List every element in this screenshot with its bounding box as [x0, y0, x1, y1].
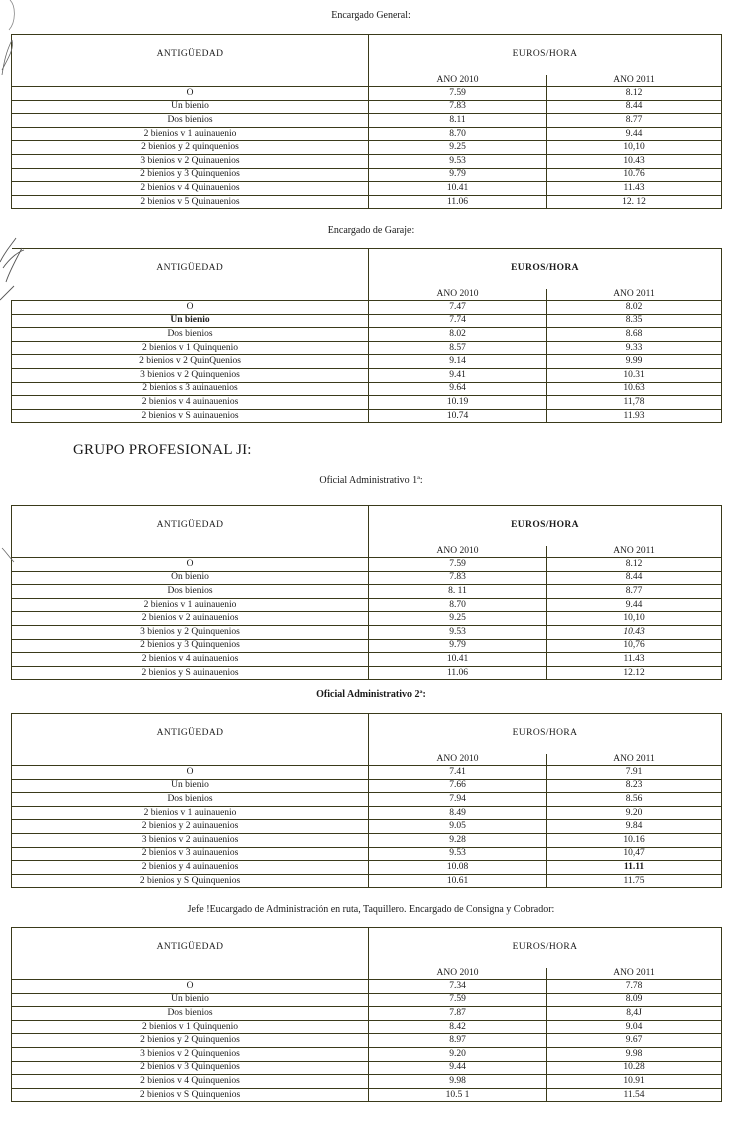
row-label: 2 bienios y 3 Quinquenios — [12, 639, 369, 653]
value-2010: 7.83 — [369, 571, 547, 585]
row-label: 2 bienios y S auinauenios — [12, 666, 369, 680]
table-row — [12, 653, 722, 667]
table-row — [12, 409, 722, 423]
table-row — [12, 396, 722, 410]
value-2010: 7.47 — [369, 301, 547, 315]
header-antiguedad: ANTIGÜEDAD — [12, 506, 369, 558]
row-label: 2 bienios s 3 auinauenios — [12, 382, 369, 396]
value-2010: 7.66 — [369, 779, 547, 793]
table-row — [12, 1075, 722, 1089]
value-2011: 11.54 — [547, 1088, 722, 1102]
caption-oficial-1: Oficial Administrativo 1ª: — [319, 475, 423, 486]
table-row — [12, 847, 722, 861]
row-label: 2 bienios y 2 Quinquenios — [12, 1034, 369, 1048]
value-2011: 9.04 — [547, 1020, 722, 1034]
value-2011: 8.77 — [547, 114, 722, 128]
value-2011: 8.12 — [547, 558, 722, 572]
table-row — [12, 301, 722, 315]
header-year-2010: AÑO 2010 — [369, 289, 547, 301]
table-row — [12, 779, 722, 793]
value-2011: 9.99 — [547, 355, 722, 369]
value-2010: 8.97 — [369, 1034, 547, 1048]
value-2011: 8.68 — [547, 328, 722, 342]
row-label: 2 bienios v 2 auinauenios — [12, 612, 369, 626]
table-row — [12, 1088, 722, 1102]
value-2011: 11.43 — [547, 182, 722, 196]
row-label: 2 bienios v S Quinquenios — [12, 1088, 369, 1102]
table-row — [12, 820, 722, 834]
value-2011: 9.33 — [547, 341, 722, 355]
value-2011: 8.12 — [547, 87, 722, 101]
row-label: 2 bienios v 1 Quinquenio — [12, 1020, 369, 1034]
table-row — [12, 355, 722, 369]
table-row — [12, 598, 722, 612]
row-label: Un bienio — [12, 100, 369, 114]
value-2010: 9.25 — [369, 141, 547, 155]
row-label: 2 bienios v S auinauenios — [12, 409, 369, 423]
value-2010: 8.11 — [369, 114, 547, 128]
table-row — [12, 666, 722, 680]
header-year-2011: AÑO 2011 — [547, 75, 722, 87]
salary-table-encargado-general — [11, 34, 722, 209]
header-euros-hora: EUROS/HORA — [369, 714, 722, 755]
value-2010: 9.20 — [369, 1047, 547, 1061]
header-year-2010: AÑO 2010 — [369, 754, 547, 766]
value-2010: 8.70 — [369, 127, 547, 141]
header-antiguedad: ANTIGÜEDAD — [12, 714, 369, 766]
value-2010: 9.44 — [369, 1061, 547, 1075]
value-2011: 10.16 — [547, 833, 722, 847]
table-row — [12, 1034, 722, 1048]
value-2010: 9.53 — [369, 847, 547, 861]
row-label: 2 bienios y 2 quinquenios — [12, 141, 369, 155]
table-row — [12, 368, 722, 382]
value-2010: 7.34 — [369, 980, 547, 994]
header-year-2011: AÑO 2011 — [547, 968, 722, 980]
value-2011: 7.91 — [547, 766, 722, 780]
value-2010: 7.59 — [369, 558, 547, 572]
row-label: 3 bienios v 2 Quinauenios — [12, 154, 369, 168]
value-2011: 8.77 — [547, 585, 722, 599]
row-label: 2 bienios v 1 auinauenio — [12, 127, 369, 141]
table-row — [12, 571, 722, 585]
salary-table-oficial-1 — [11, 505, 722, 680]
value-2010: 9.64 — [369, 382, 547, 396]
row-label: 2 bienios v 4 auinauenios — [12, 653, 369, 667]
header-euros-hora: EUROS/HORA — [369, 35, 722, 76]
row-label: Dos bienios — [12, 328, 369, 342]
header-year-2011: AÑO 2011 — [547, 754, 722, 766]
value-2011: 10.31 — [547, 368, 722, 382]
value-2011: 8.35 — [547, 314, 722, 328]
table-row — [12, 182, 722, 196]
value-2011: 9.44 — [547, 598, 722, 612]
table-row — [12, 625, 722, 639]
table-row — [12, 1020, 722, 1034]
value-2011: 10.91 — [547, 1075, 722, 1089]
value-2011: 10,10 — [547, 612, 722, 626]
value-2010: 7.87 — [369, 1007, 547, 1021]
table-row — [12, 168, 722, 182]
header-euros-hora: EUROS/HORA — [369, 928, 722, 969]
table-row — [12, 1007, 722, 1021]
table-row — [12, 585, 722, 599]
value-2011: 10.43 — [547, 154, 722, 168]
value-2011: 8,4J — [547, 1007, 722, 1021]
value-2010: 9.14 — [369, 355, 547, 369]
row-label: O — [12, 766, 369, 780]
row-label: 2 bienios v 4 auinauenios — [12, 396, 369, 410]
value-2010: 10.41 — [369, 653, 547, 667]
value-2010: 10.5 1 — [369, 1088, 547, 1102]
value-2011: 9.67 — [547, 1034, 722, 1048]
value-2010: 9.41 — [369, 368, 547, 382]
value-2010: 7.94 — [369, 793, 547, 807]
caption-encargado-general: Encargado General: — [331, 10, 411, 21]
row-label: 3 bienios y 2 Quinquenios — [12, 625, 369, 639]
value-2011: 10.63 — [547, 382, 722, 396]
table-row — [12, 793, 722, 807]
value-2010: 10.19 — [369, 396, 547, 410]
value-2010: 9.28 — [369, 833, 547, 847]
row-label: 2 bienios v 3 auinauenios — [12, 847, 369, 861]
value-2010: 11.06 — [369, 195, 547, 209]
row-label: 2 bienios v 1 Quinquenio — [12, 341, 369, 355]
value-2011: 8.23 — [547, 779, 722, 793]
row-label: Dos bienios — [12, 793, 369, 807]
row-label: 2 bienios v 4 Quinauenios — [12, 182, 369, 196]
row-label: 2 bienios y 4 auinauenios — [12, 861, 369, 875]
row-label: Dos bienios — [12, 1007, 369, 1021]
row-label: 2 bienios v 5 Quinauenios — [12, 195, 369, 209]
value-2010: 8.42 — [369, 1020, 547, 1034]
value-2010: 7.41 — [369, 766, 547, 780]
value-2010: 8.57 — [369, 341, 547, 355]
row-label: On bienio — [12, 571, 369, 585]
table-row — [12, 141, 722, 155]
value-2010: 8.70 — [369, 598, 547, 612]
value-2011: 11.75 — [547, 874, 722, 888]
table-row — [12, 314, 722, 328]
table-row — [12, 127, 722, 141]
header-year-2011: AÑO 2011 — [547, 289, 722, 301]
value-2011: 10.76 — [547, 168, 722, 182]
value-2011: 10,47 — [547, 847, 722, 861]
header-antiguedad: ANTIGÜEDAD — [12, 249, 369, 301]
value-2010: 9.25 — [369, 612, 547, 626]
row-label: 2 bienios v 4 Quinquenios — [12, 1075, 369, 1089]
value-2011: 11,78 — [547, 396, 722, 410]
table-row — [12, 154, 722, 168]
salary-table-oficial-2 — [11, 713, 722, 888]
table-row — [12, 195, 722, 209]
table-row — [12, 87, 722, 101]
table-row — [12, 861, 722, 875]
value-2010: 7.59 — [369, 87, 547, 101]
row-label: O — [12, 980, 369, 994]
value-2010: 11.06 — [369, 666, 547, 680]
table-row — [12, 833, 722, 847]
row-label: 2 bienios y 2 auinauenios — [12, 820, 369, 834]
value-2011: 12.12 — [547, 666, 722, 680]
group-title: GRUPO PROFESIONAL JI: — [73, 442, 252, 458]
value-2010: 7.59 — [369, 993, 547, 1007]
value-2011: 11.93 — [547, 409, 722, 423]
value-2010: 10.61 — [369, 874, 547, 888]
value-2010: 9.79 — [369, 168, 547, 182]
row-label: 2 bienios y S Quinquenios — [12, 874, 369, 888]
table-row — [12, 766, 722, 780]
caption-jefe-encargado: Jefe !Eucargado de Administración en ruta, Taquillero. Encargado de Consigna y Cobrador: — [187, 904, 555, 915]
table-row — [12, 612, 722, 626]
table-row — [12, 639, 722, 653]
value-2010: 7.74 — [369, 314, 547, 328]
row-label: 2 bienios v 2 QuinQuenios — [12, 355, 369, 369]
value-2010: 8.49 — [369, 806, 547, 820]
value-2011: 12. 12 — [547, 195, 722, 209]
table-row — [12, 114, 722, 128]
value-2011: 10.28 — [547, 1061, 722, 1075]
table-row — [12, 558, 722, 572]
header-antiguedad: ANTIGÜEDAD — [12, 928, 369, 980]
row-label: O — [12, 87, 369, 101]
value-2010: 7.83 — [369, 100, 547, 114]
table-row — [12, 993, 722, 1007]
table-row — [12, 980, 722, 994]
row-label: 2 bienios v 1 auinauenio — [12, 598, 369, 612]
value-2010: 10.41 — [369, 182, 547, 196]
salary-table-jefe-encargado — [11, 927, 722, 1102]
value-2010: 9.53 — [369, 625, 547, 639]
value-2011: 8.44 — [547, 100, 722, 114]
row-label: Un bienio — [12, 779, 369, 793]
value-2011: 9.84 — [547, 820, 722, 834]
value-2011: 8.56 — [547, 793, 722, 807]
value-2010: 8. 11 — [369, 585, 547, 599]
table-row — [12, 806, 722, 820]
header-year-2010: AÑO 2010 — [369, 968, 547, 980]
row-label: 2 bienios v 3 Quinquenios — [12, 1061, 369, 1075]
table-row — [12, 1047, 722, 1061]
table-row — [12, 328, 722, 342]
value-2011: 10,10 — [547, 141, 722, 155]
header-antiguedad: ANTIGÜEDAD — [12, 35, 369, 87]
row-label: Un bienio — [12, 993, 369, 1007]
row-label: Dos bienios — [12, 585, 369, 599]
value-2010: 10.08 — [369, 861, 547, 875]
row-label: 2 bienios v 1 auinauenio — [12, 806, 369, 820]
value-2011: 8.02 — [547, 301, 722, 315]
row-label: 3 bienios v 2 Quinquenios — [12, 368, 369, 382]
table-row — [12, 100, 722, 114]
value-2011: 9.44 — [547, 127, 722, 141]
value-2010: 8.02 — [369, 328, 547, 342]
value-2011: 8.44 — [547, 571, 722, 585]
header-euros-hora: EUROS/HORA — [369, 506, 722, 547]
row-label: Un bienio — [12, 314, 369, 328]
row-label: O — [12, 301, 369, 315]
row-label: 2 bienios y 3 Quinquenios — [12, 168, 369, 182]
value-2011: 10.43 — [547, 625, 722, 639]
header-euros-hora: EUROS/HORA — [369, 249, 722, 290]
caption-oficial-2: Oficial Administrativo 2ª: — [316, 689, 426, 700]
table-row — [12, 874, 722, 888]
value-2010: 9.98 — [369, 1075, 547, 1089]
header-year-2011: AÑO 2011 — [547, 546, 722, 558]
value-2010: 9.79 — [369, 639, 547, 653]
row-label: 3 bienios v 2 auinauenios — [12, 833, 369, 847]
table-row — [12, 1061, 722, 1075]
value-2011: 11.43 — [547, 653, 722, 667]
row-label: 3 bienios v 2 Quinquenios — [12, 1047, 369, 1061]
value-2011: 9.98 — [547, 1047, 722, 1061]
value-2011: 8.09 — [547, 993, 722, 1007]
value-2011: 7.78 — [547, 980, 722, 994]
value-2010: 9.05 — [369, 820, 547, 834]
value-2010: 10.74 — [369, 409, 547, 423]
table-row — [12, 341, 722, 355]
row-label: Dos bienios — [12, 114, 369, 128]
value-2010: 9.53 — [369, 154, 547, 168]
header-year-2010: AÑO 2010 — [369, 546, 547, 558]
salary-table-encargado-garaje — [11, 248, 722, 423]
header-year-2010: AÑO 2010 — [369, 75, 547, 87]
row-label: O — [12, 558, 369, 572]
value-2011: 11.11 — [547, 861, 722, 875]
value-2011: 9.20 — [547, 806, 722, 820]
value-2011: 10,76 — [547, 639, 722, 653]
table-row — [12, 382, 722, 396]
caption-encargado-garaje: Encargado de Garaje: — [327, 225, 415, 236]
